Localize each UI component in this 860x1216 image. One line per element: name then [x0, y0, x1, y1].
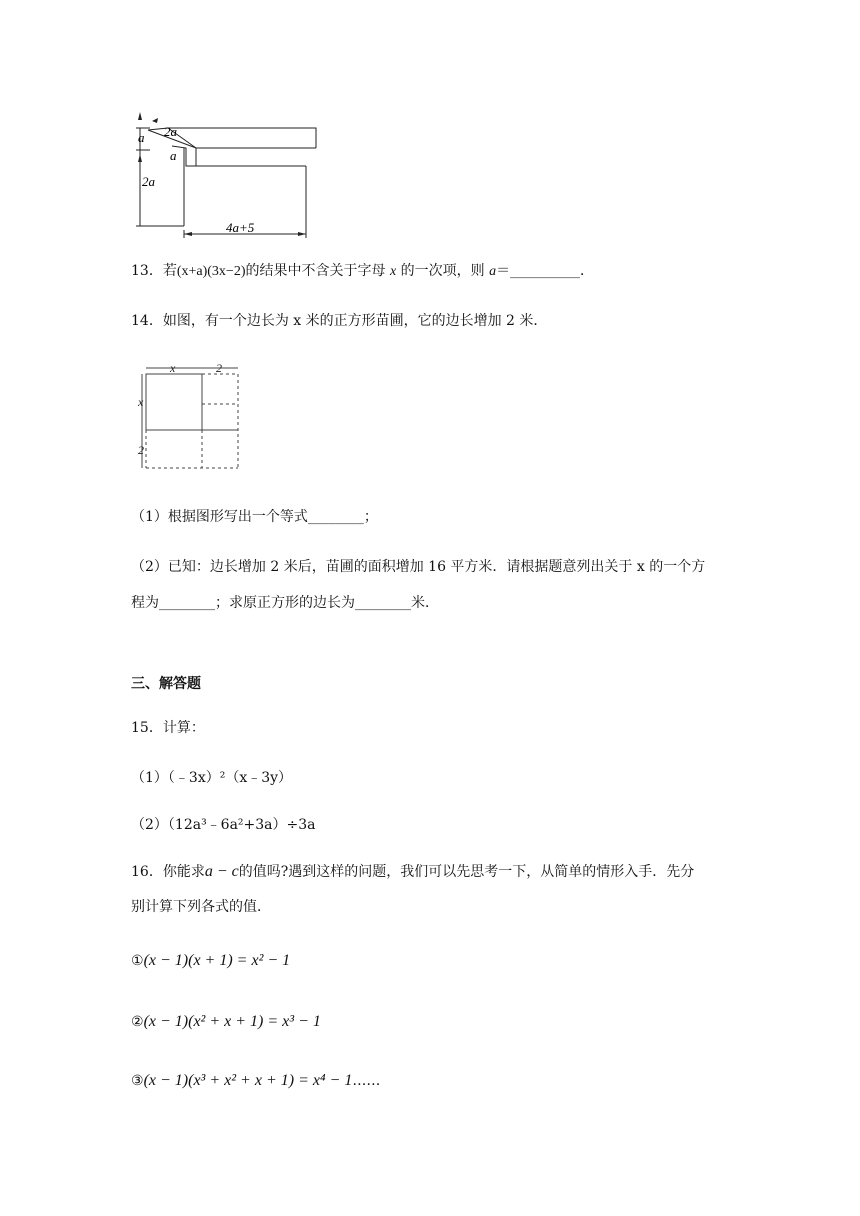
q14-sub1: （1）根据图形写出一个等式________； [131, 509, 378, 525]
q13-pre: 若 [162, 263, 177, 279]
beam-dim-a-inner: a [170, 148, 177, 163]
q16-eq1 [131, 951, 290, 971]
q16-eq3-expr: (x − 1)(x³ + x² + x + 1) = x⁴ − 1 [143, 1072, 353, 1089]
q16-line2: 别计算下列各式的值． [131, 899, 271, 915]
q15-sub1: （1）（﹣3x）²（x﹣3y） [131, 770, 293, 786]
garden-dim-2-top: 2 [216, 364, 222, 375]
beam-dim-a-top: a [138, 130, 145, 145]
q15-title: 15．计算： [131, 720, 205, 736]
q13-mid: 的结果中不含关于字母 [245, 263, 386, 279]
garden-dim-x-top: x [170, 364, 176, 375]
question-14: 14．如图，有一个边长为 x 米的正方形苗圃，它的边长增加 2 米． [131, 313, 548, 329]
q16-eq1-mark: ① [131, 953, 144, 969]
q13-expr: (x+a)(3x−2) [176, 264, 246, 279]
q15-sub2: （2）（12a³﹣6a²+3a）÷3a [131, 817, 316, 833]
q13-answer-blank: ＝__________． [496, 263, 595, 279]
q16-expr: a − c [204, 863, 239, 880]
q13-number: 13． [131, 263, 163, 279]
beam-dim-2a-top: 2a [164, 124, 177, 139]
q13-post: 的一次项，则 [400, 263, 485, 279]
square-garden-figure [134, 364, 244, 474]
q16-line1-pre: 16．你能求 [131, 864, 205, 880]
garden-dim-x-side: x [138, 395, 144, 409]
garden-dim-2-side: 2 [138, 443, 144, 457]
beam-figure [128, 108, 328, 240]
q16-eq3-tail: …… [352, 1073, 381, 1089]
q14-sub2-line1: （2）已知：边长增加 2 米后，苗圃的面积增加 16 平方米．请根据题意列出关于 x 的一个方 [131, 559, 706, 575]
q16-eq1-expr: (x − 1)(x + 1) = x² − 1 [143, 952, 291, 969]
section-3-title: 三、解答题 [131, 676, 201, 692]
q16-eq3 [131, 1071, 380, 1091]
q16-eq2 [131, 1012, 321, 1032]
q16-eq2-expr: (x − 1)(x² + x + 1) = x³ − 1 [143, 1013, 321, 1030]
beam-dim-2a-side: 2a [142, 174, 155, 189]
question-13 [131, 261, 594, 282]
q14-sub2-line2: 程为________；求原正方形的边长为________米． [131, 595, 439, 611]
beam-dim-bottom: 4a+5 [226, 220, 255, 235]
q16-eq2-mark: ② [131, 1014, 144, 1030]
q16-eq3-mark: ③ [131, 1073, 144, 1089]
q16-line1-post: 的值吗?遇到这样的问题，我们可以先思考一下，从简单的情形入手．先分 [238, 864, 695, 880]
q13-var: x [389, 264, 397, 279]
q16-line1 [131, 862, 694, 882]
q13-ans-var: a [489, 264, 497, 279]
